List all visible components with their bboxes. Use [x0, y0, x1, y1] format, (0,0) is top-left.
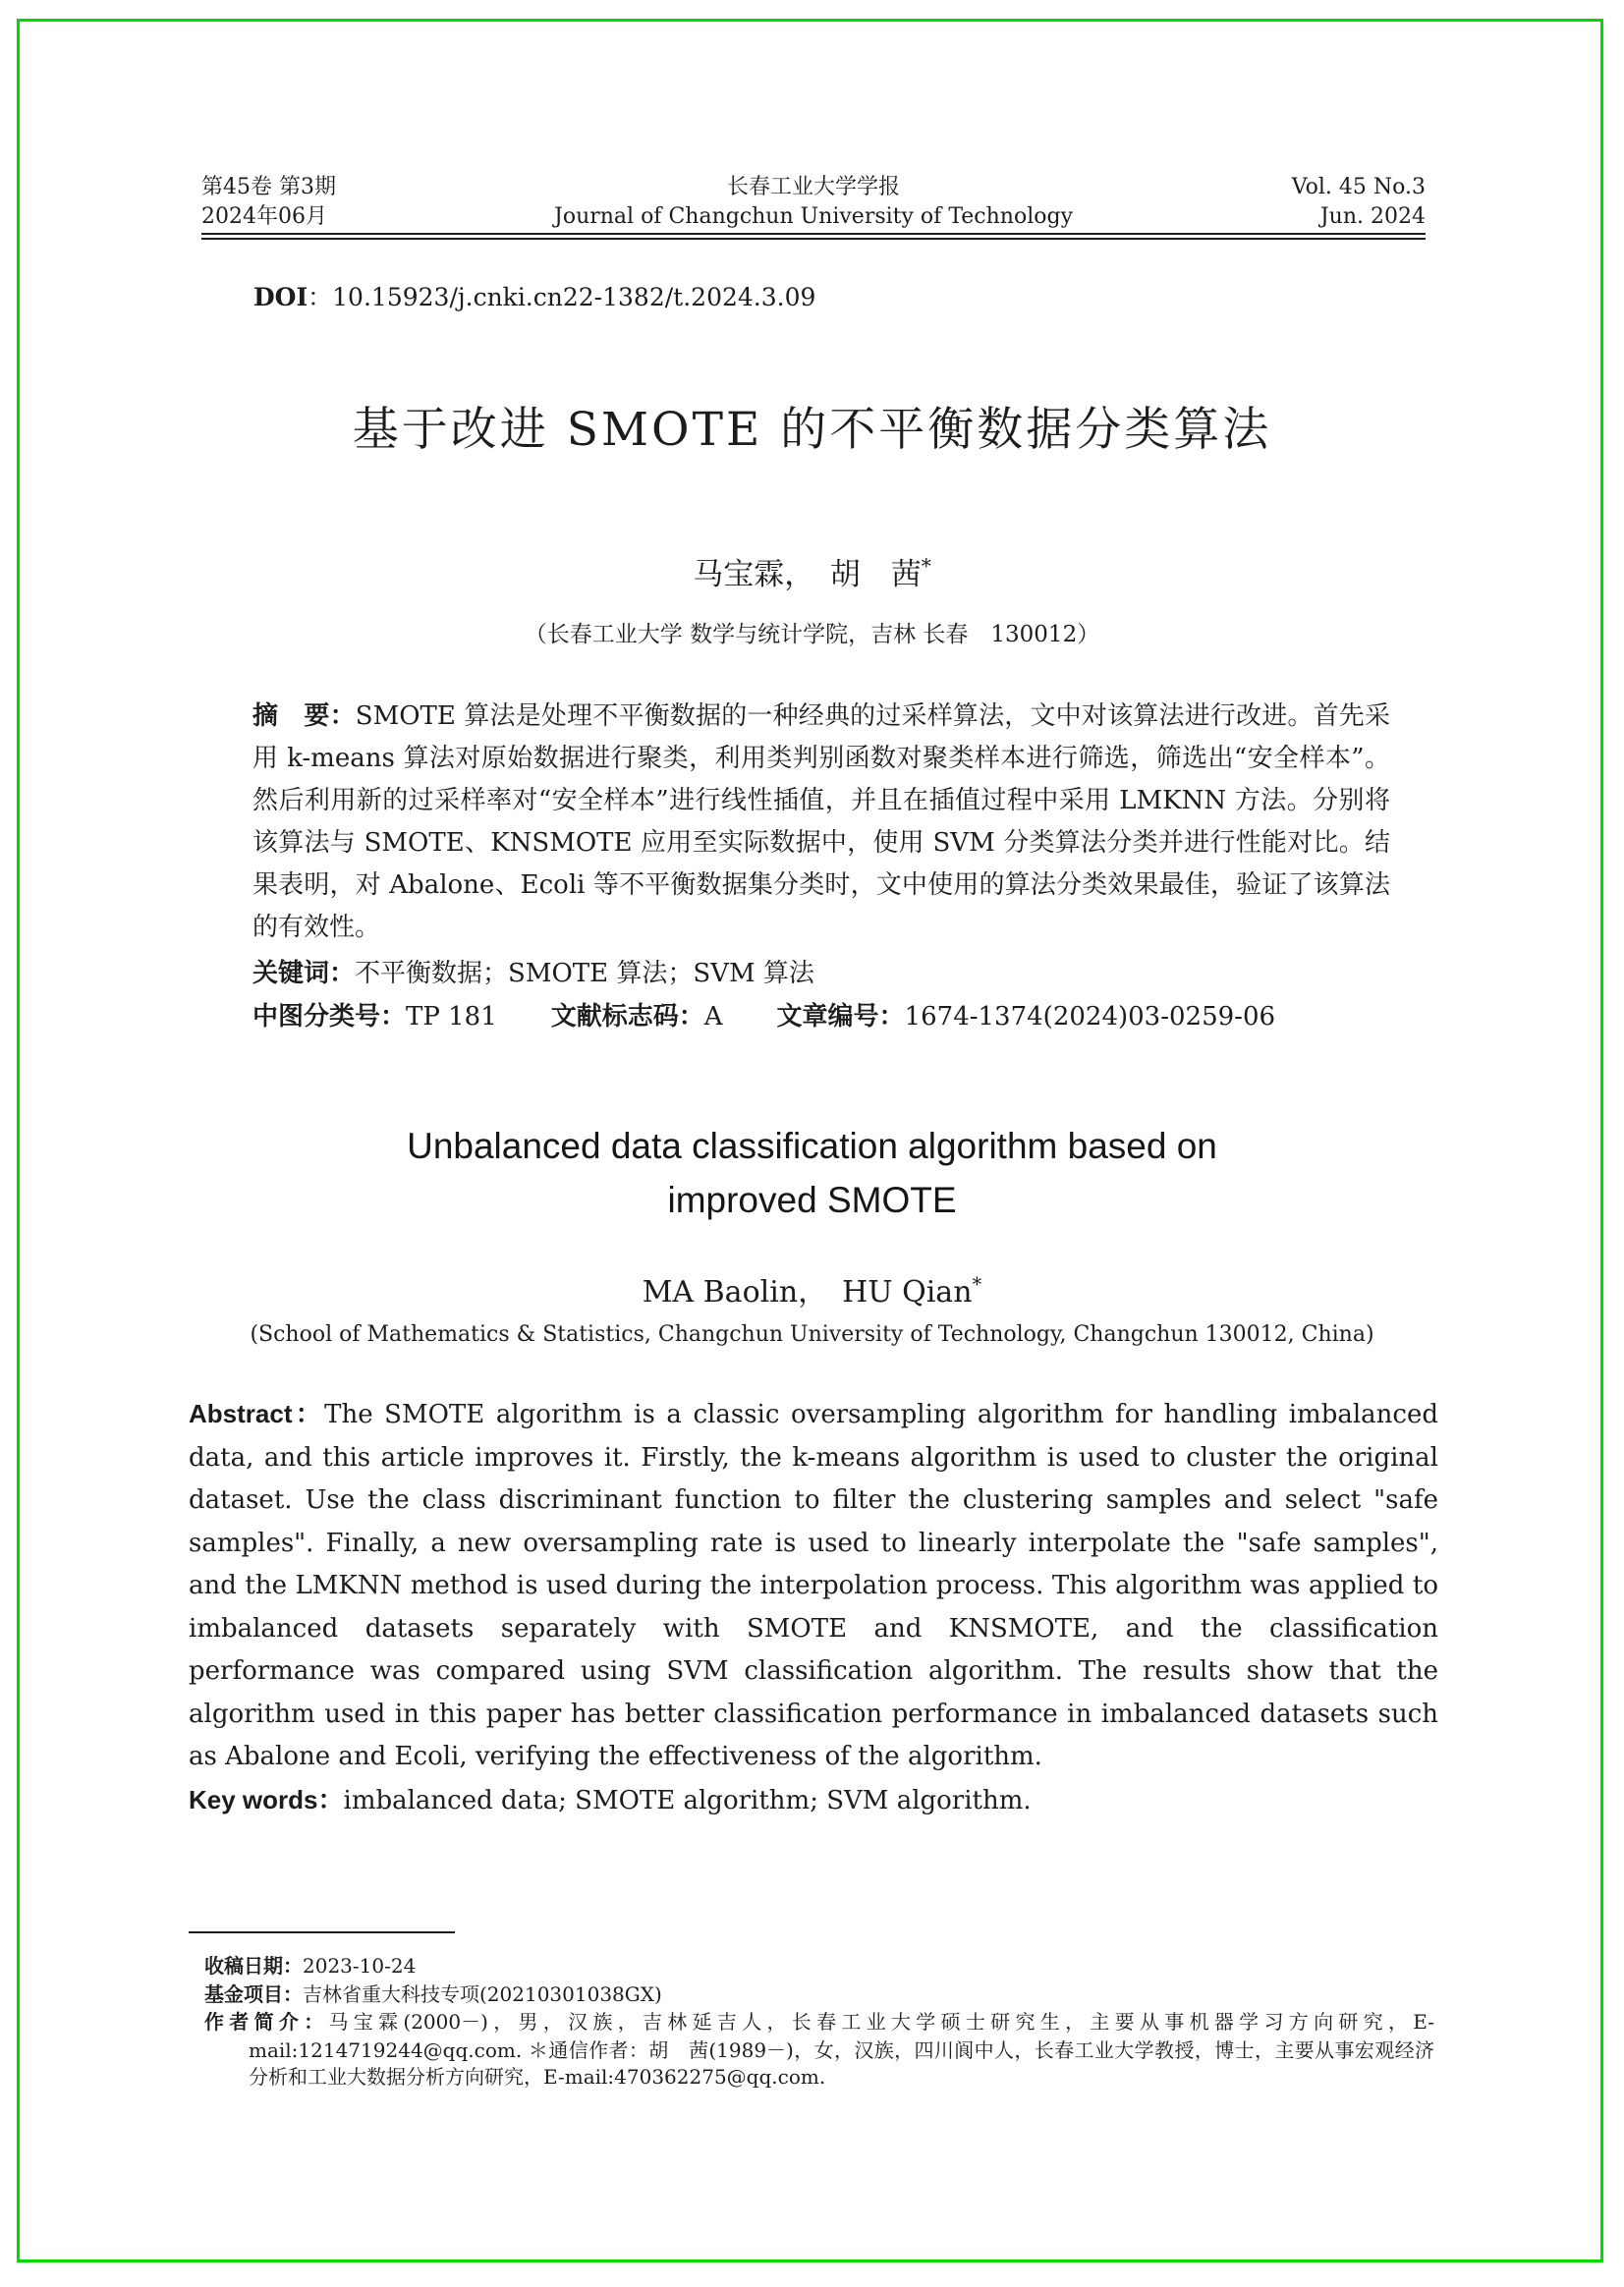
abstract-en: [189, 1393, 1438, 1779]
keywords-en-label: Key words：: [189, 1784, 344, 1814]
header-vol-en: Vol. 45 No.3: [1291, 175, 1426, 199]
article-id-value: 1674-1374(2024)03-0259-06: [904, 1002, 1276, 1032]
authors-zh: [0, 555, 1624, 594]
header-issue-line1: 第45卷 第3期: [201, 175, 336, 199]
paper-title-en-line2: improved SMOTE: [667, 1180, 957, 1220]
keywords-zh-text: 不平衡数据；SMOTE 算法；SVM 算法: [355, 959, 814, 988]
fund-value: 吉林省重大科技专项(20210301038GX): [303, 1981, 662, 2006]
header-issue-cn: [201, 173, 457, 232]
keywords-en: [189, 1779, 1438, 1823]
author-bio-label: 作者简介：: [204, 2012, 329, 2034]
authors-zh-names: 马宝霖， 胡 茜: [693, 557, 922, 592]
clc-label: 中图分类号：: [252, 1001, 407, 1031]
header-vol-date-en: [1170, 173, 1426, 232]
keywords-zh: [252, 952, 1390, 995]
doc-code-value: A: [703, 1002, 723, 1032]
meta-line: [252, 995, 1390, 1038]
clc-value: TP 181: [406, 1002, 497, 1032]
english-abstract-block: [189, 1393, 1438, 1822]
received-date-label: 收稿日期：: [204, 1956, 303, 1978]
doi-line: [253, 278, 815, 313]
header-journal-name: [457, 173, 1170, 232]
header-journal-name-cn: 长春工业大学学报: [726, 175, 900, 199]
keywords-zh-label: 关键词：: [252, 958, 356, 987]
doi-label: DOI: [253, 283, 308, 311]
author-bio-row: [204, 2009, 1434, 2092]
affiliation-zh: （长春工业大学 数学与统计学院，吉林 长春 130012）: [524, 622, 1100, 647]
header-issue-line2: 2024年06月: [201, 204, 327, 229]
abstract-zh: [252, 695, 1390, 949]
abstract-en-label: Abstract：: [189, 1399, 325, 1428]
abstract-zh-label: 摘 要：: [252, 700, 356, 730]
fund-row: [204, 1981, 1434, 2010]
corresponding-author-asterisk: *: [921, 554, 931, 579]
article-id-label: 文章编号：: [776, 1001, 905, 1031]
footnote-block: [204, 1953, 1434, 2092]
journal-header: [201, 173, 1426, 232]
corresponding-author-asterisk-en: *: [972, 1273, 982, 1296]
doc-code-label: 文献标志码：: [550, 1001, 704, 1031]
paper-title-en-line1: Unbalanced data classification algorithm based on: [407, 1126, 1217, 1166]
chinese-abstract-block: [252, 695, 1390, 1038]
doi-value: ：10.15923/j.cnki.cn22-1382/t.2024.3.09: [308, 283, 816, 311]
affiliation-en: (School of Mathematics & Statistics, Changchun University of Technology, Changchun 130012, China): [250, 1322, 1374, 1347]
authors-en-names: MA Baolin， HU Qian: [642, 1275, 973, 1310]
abstract-zh-text: SMOTE 算法是处理不平衡数据的一种经典的过采样算法，文中对该算法进行改进。首先采用 k-means 算法对原始数据进行聚类，利用类判别函数对聚类样本进行筛选，筛选出“安全样本”。然后利用新的过采样率对“安全样本”进行线性插值，并且在插值过程中采用 LMKNN 方法。分别将该算法与 SMOTE、KNSMOTE 应用至实际数据中，使用 SVM 分类算法分类并进行性能对比。结果表明，对 Abalone、Ecoli 等不平衡数据集分类时，文中使用的算法分类效果最佳，验证了该算法的有效性。: [252, 701, 1390, 942]
header-date-en: Jun. 2024: [1319, 204, 1426, 229]
keywords-en-text: imbalanced data; SMOTE algorithm; SVM algorithm.: [343, 1785, 1032, 1815]
fund-label: 基金项目：: [204, 1983, 303, 2006]
abstract-en-text: The SMOTE algorithm is a classic oversampling algorithm for handling imbalanced data, and this article improves it. Firstly, the k-means algorithm is used to cluster the original dataset. Use the class discriminant function to filter the clustering samples and select "safe samples". Finally, a new oversampling rate is used to linearly interpolate the "safe samples", and the LMKNN method is used during the interpolation process. This algorithm was applied to imbalanced datasets separately with SMOTE and KNSMOTE, and the classification performance was compared using SVM classification algorithm. The results show that the algorithm used in this paper has better classification performance in imbalanced datasets such as Abalone and Ecoli, verifying the effectiveness of the algorithm.: [189, 1400, 1438, 1771]
paper-title-en: [0, 1119, 1624, 1227]
author-bio-value: 马宝霖(2000－)，男，汉族，吉林延吉人，长春工业大学硕士研究生，主要从事机器学习方向研究，E-mail:1214719244@qq.com. ＊通信作者：胡 茜(1989－)，女，汉族，四川阆中人，长春工业大学教授，博士，主要从事宏观经济分析和工业大数据分析方向研究，E-mail:470362275@qq.com.: [249, 2010, 1435, 2089]
authors-en: [0, 1274, 1624, 1311]
header-journal-name-en: Journal of Changchun University of Technology: [554, 204, 1073, 229]
header-double-rule: [201, 233, 1426, 240]
footnote-rule: [189, 1931, 455, 1933]
paper-title-zh: 基于改进 SMOTE 的不平衡数据分类算法: [352, 403, 1272, 457]
received-date-value: 2023-10-24: [303, 1954, 417, 1978]
received-date-row: [204, 1953, 1434, 1981]
